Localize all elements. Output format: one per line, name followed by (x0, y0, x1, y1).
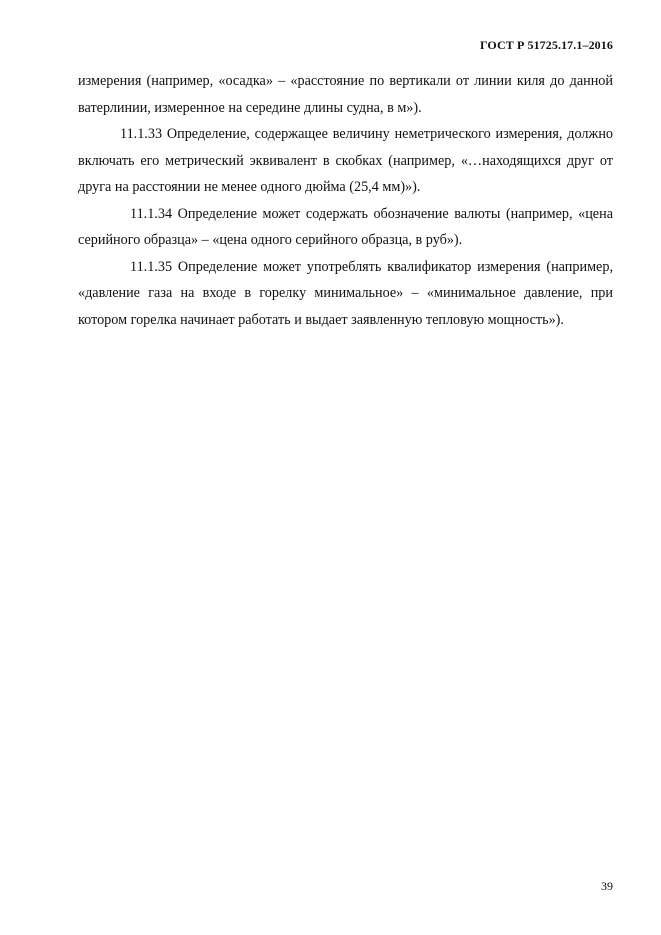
paragraph-11-1-33: 11.1.33 Определение, содержащее величину неметрического измерения, должно включать его метрический эквивалент в скобках (например, «…находящихся друг от друга на расстоянии не менее одного дюйма (25,4 мм)»). (78, 126, 613, 195)
paragraph-11-1-35: 11.1.35 Определение может употреблять квалификатор измерения (например, «давление газа на входе в горелку минимальное» – «минимальное давление, при котором горелка начинает работать и выдает заявленную тепловую мощность»). (78, 258, 613, 328)
document-header (480, 38, 613, 53)
document-code: ГОСТ Р 51725.17.1–2016 (479, 38, 613, 52)
page-body (78, 68, 613, 333)
paragraph-continuation: измерения (например, «осадка» – «расстояние по вертикали от линии киля до данной ватерлинии, измеренное на середине длины судна, в м»). (78, 73, 613, 116)
page-number: 39 (601, 879, 613, 893)
paragraph-11-1-34: 11.1.34 Определение может содержать обозначение валюты (например, «цена серийного образца» – «цена одного серийного образца, в руб»). (78, 205, 613, 248)
